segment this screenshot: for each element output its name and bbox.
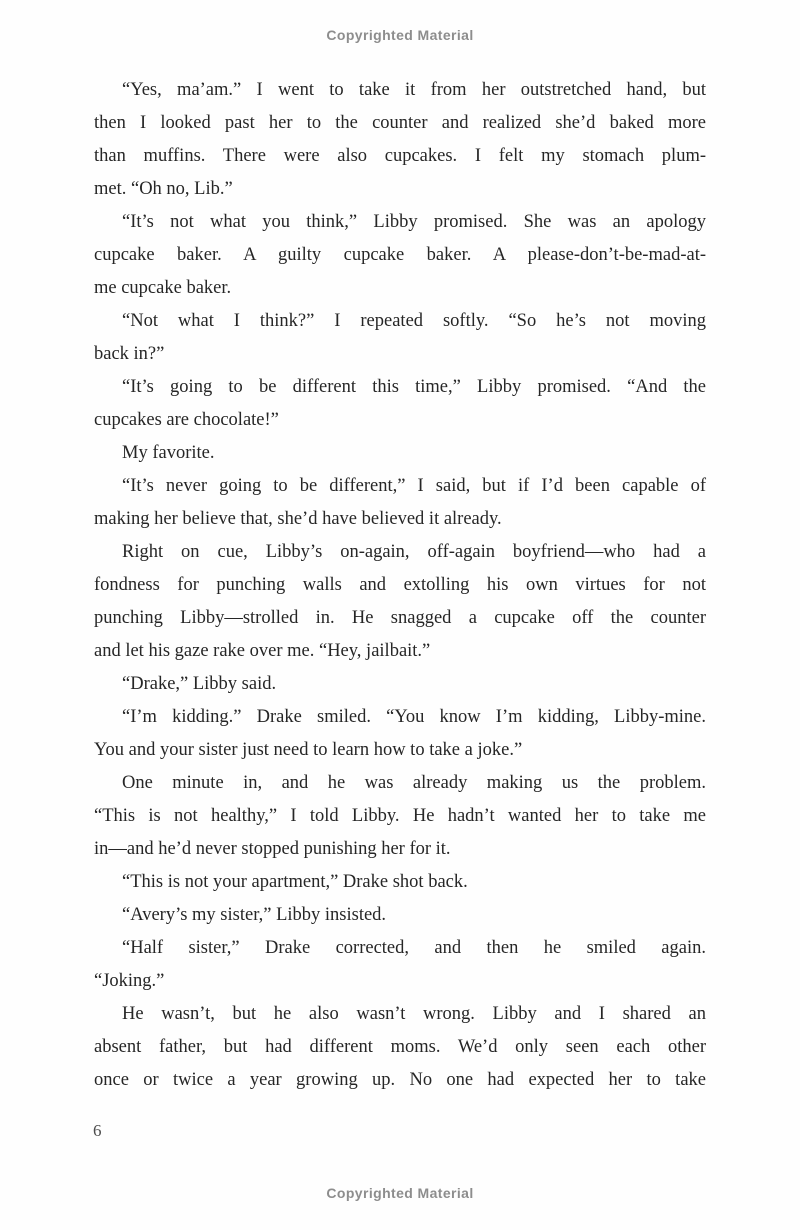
text-line: met. “Oh no, Lib.” — [94, 179, 233, 199]
copyright-notice-top: Copyrighted Material — [326, 27, 474, 43]
text-line: My favorite. — [122, 443, 215, 463]
text-line: You and your sister just need to learn how to take a joke.” — [94, 740, 523, 760]
text-line: “This is not your apartment,” Drake shot back. — [122, 872, 468, 892]
text-line: me cupcake baker. — [94, 278, 232, 298]
text-line: “Half sister,” Drake corrected, and then he smiled again. — [122, 938, 706, 958]
text-line: “It’s never going to be different,” I said, but if I’d been capable of — [122, 476, 706, 496]
text-line: “Avery’s my sister,” Libby insisted. — [122, 905, 387, 925]
text-line: then I looked past her to the counter and realized she’d baked more — [94, 113, 706, 133]
text-line: absent father, but had different moms. We’d only seen each other — [94, 1037, 706, 1057]
text-line: One minute in, and he was already making us the problem. — [122, 773, 706, 793]
text-line: once or twice a year growing up. No one had expected her to take — [94, 1070, 706, 1090]
text-line: He wasn’t, but he also wasn’t wrong. Libby and I shared an — [122, 1004, 706, 1024]
text-line: “Yes, ma’am.” I went to take it from her outstretched hand, but — [122, 80, 706, 100]
text-line: fondness for punching walls and extolling his own virtues for not — [94, 575, 706, 595]
text-line: “Joking.” — [94, 971, 165, 991]
text-line: than muffins. There were also cupcakes. I felt my stomach plum- — [94, 146, 706, 166]
text-line: “Not what I think?” I repeated softly. “So he’s not moving — [122, 311, 706, 331]
text-line: making her believe that, she’d have believed it already. — [94, 509, 502, 529]
text-line: in—and he’d never stopped punishing her for it. — [94, 839, 451, 859]
text-line: and let his gaze rake over me. “Hey, jailbait.” — [94, 641, 431, 661]
text-line: “I’m kidding.” Drake smiled. “You know I’m kidding, Libby-mine. — [122, 707, 706, 727]
body-text-block — [94, 74, 706, 1097]
text-line: punching Libby—strolled in. He snagged a cupcake off the counter — [94, 608, 706, 628]
text-line: “This is not healthy,” I told Libby. He hadn’t wanted her to take me — [94, 806, 706, 826]
text-line: back in?” — [94, 344, 165, 364]
text-line: cupcakes are chocolate!” — [94, 410, 279, 430]
text-line: cupcake baker. A guilty cupcake baker. A please-don’t-be-mad-at- — [94, 245, 706, 265]
text-line: Right on cue, Libby’s on-again, off-again boyfriend—who had a — [122, 542, 706, 562]
text-line: “It’s going to be different this time,” Libby promised. “And the — [122, 377, 706, 397]
text-line: “It’s not what you think,” Libby promised. She was an apology — [122, 212, 706, 232]
copyright-notice-bottom: Copyrighted Material — [326, 1185, 474, 1201]
page-number: 6 — [93, 1121, 102, 1140]
text-line: “Drake,” Libby said. — [122, 674, 277, 694]
